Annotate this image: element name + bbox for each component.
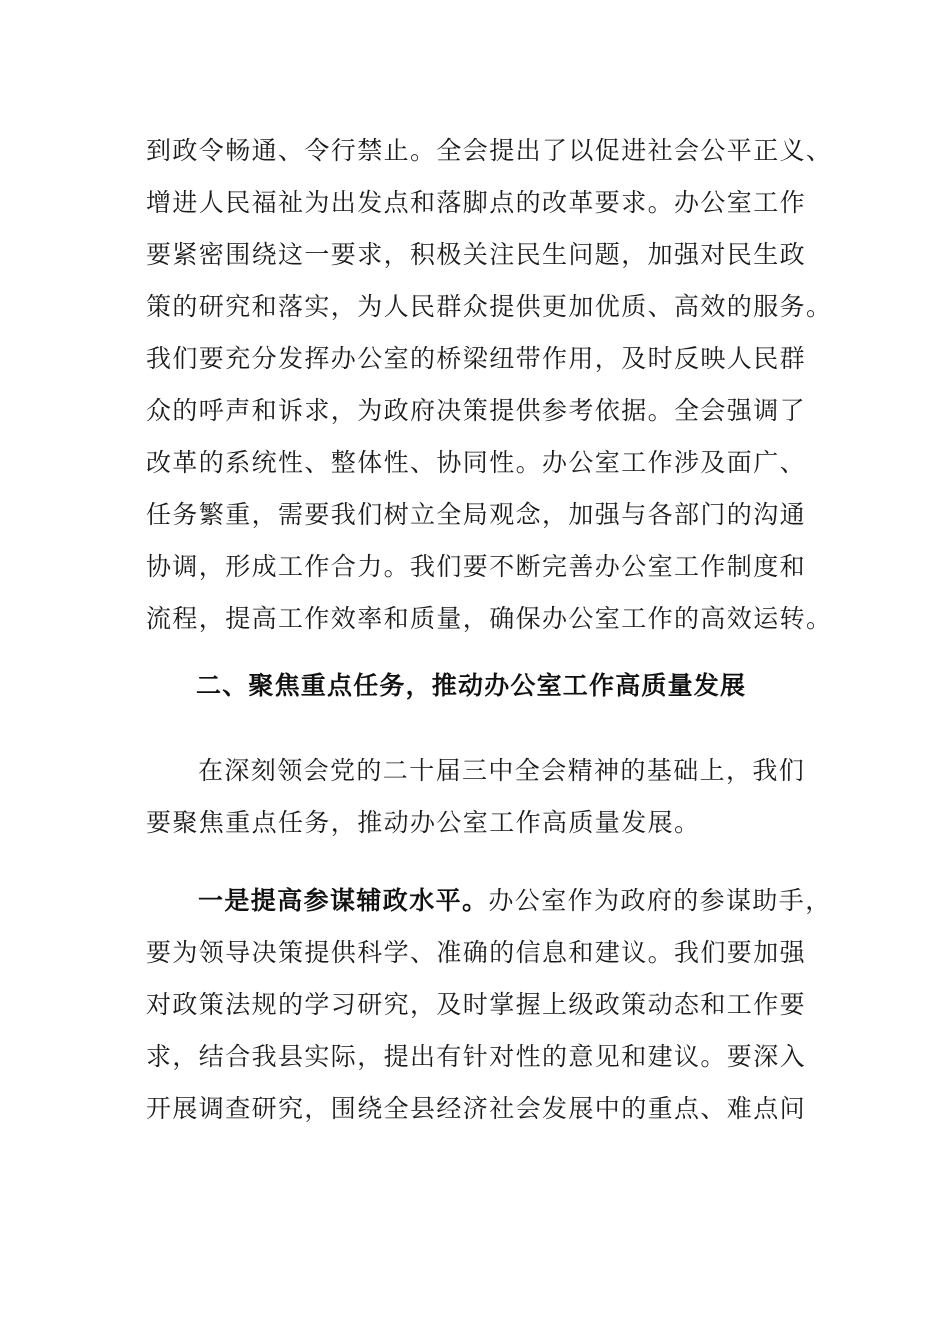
paragraph-line: 开展调查研究，围绕全县经济社会发展中的重点、难点问 (146, 1094, 807, 1123)
paragraph-line: 求，结合我县实际，提出有针对性的意见和建议。要深入 (146, 1042, 807, 1071)
paragraph-line: 协调，形成工作合力。我们要不断完善办公室工作制度和 (146, 552, 807, 581)
paragraph-line: 要紧密围绕这一要求，积极关注民生问题，加强对民生政 (146, 240, 807, 269)
paragraph-line: 增进人民福祉为出发点和落脚点的改革要求。办公室工作 (146, 188, 807, 217)
paragraph-first-line (146, 875, 832, 927)
paragraph-line: 要为领导决策提供科学、准确的信息和建议。我们要加强 (146, 938, 807, 967)
paragraph-line: 众的呼声和诉求，为政府决策提供参考依据。全会强调了 (146, 396, 807, 425)
paragraph-line-rest: 办公室作为政府的参谋助手， (488, 886, 832, 915)
paragraph-1 (146, 125, 833, 645)
paragraph-line: 要聚焦重点任务，推动办公室工作高质量发展。 (146, 808, 701, 837)
section-heading: 二、聚焦重点任务，推动办公室工作高质量发展 (196, 671, 747, 700)
paragraph-line: 改革的系统性、整体性、协同性。办公室工作涉及面广、 (146, 448, 807, 477)
paragraph-line: 任务繁重，需要我们树立全局观念，加强与各部门的沟通 (146, 500, 807, 529)
paragraph-line: 策的研究和落实，为人民群众提供更加优质、高效的服务。 (146, 292, 833, 321)
paragraph-3 (146, 875, 832, 1135)
paragraph-line: 在深刻领会党的二十届三中全会精神的基础上，我们 (198, 756, 806, 785)
paragraph-2 (146, 745, 806, 849)
paragraph-line: 我们要充分发挥办公室的桥梁纽带作用，及时反映人民群 (146, 344, 807, 373)
bold-lead-phrase: 一是提高参谋辅政水平。 (198, 886, 489, 915)
paragraph-line: 流程，提高工作效率和质量，确保办公室工作的高效运转。 (146, 604, 833, 633)
paragraph-line: 到政令畅通、令行禁止。全会提出了以促进社会公平正义、 (146, 136, 833, 165)
paragraph-line: 对政策法规的学习研究，及时掌握上级政策动态和工作要 (146, 990, 807, 1019)
